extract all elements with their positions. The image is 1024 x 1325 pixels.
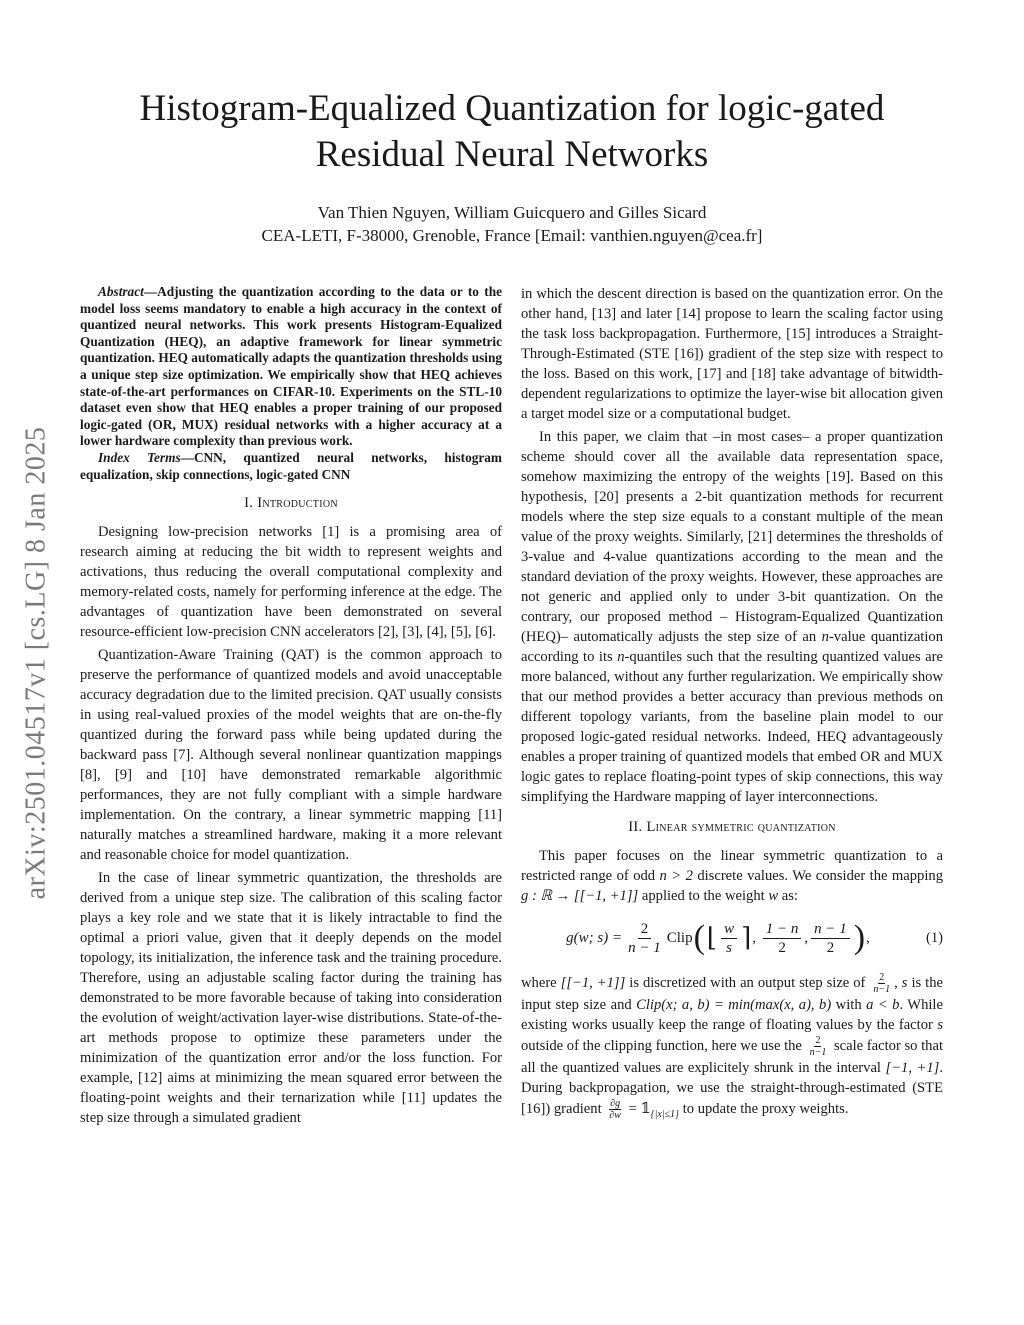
section-number: I. <box>244 495 254 512</box>
left-column <box>80 284 502 1128</box>
index-terms-paragraph <box>80 450 502 483</box>
equation-clip: Clip <box>666 930 693 946</box>
index-terms-label: Index Terms <box>98 449 181 465</box>
ceil-close: ⌉ <box>741 923 752 952</box>
text-run: to update the proxy weights. <box>679 1100 849 1117</box>
quantization-paragraph-1 <box>521 846 943 906</box>
intro-paragraph-2: Quantization-Aware Training (QAT) is the common approach to preserve the performance of quantized models and avoid unacceptable accuracy degradation due to the limited precision. QAT usually consists in using real-valued proxies of the model weights that are on-the-fly quantized during the forward pass while being updated during the backward pass [7]. Although several nonlinear quantization mappings [8], [9] and [10] have demonstrated remarkable algorithmic performances, they are not fully compliant with a simple hardware implementation. On the contrary, a linear symmetric mapping [11] naturally matches a streamlined hardware, making it a more relevant and reasonable choice for model quantization. <box>80 647 502 864</box>
paren-close: ) <box>853 919 866 956</box>
text-run: is discretized with an output step size of <box>625 974 870 991</box>
inline-fraction <box>608 1098 622 1121</box>
intro-paragraph-4 <box>521 427 943 807</box>
author-block <box>80 201 944 247</box>
math-inline: w <box>768 888 779 904</box>
text-run: outside of the clipping function, here we use the <box>521 1037 806 1054</box>
arxiv-sidebar-stamp <box>14 368 58 958</box>
section-heading-introduction <box>80 493 502 513</box>
comma: , <box>752 930 760 946</box>
text-run: This paper focuses on the linear symmetric quantization to a restricted range of odd <box>521 848 943 884</box>
fraction-numerator: 2 <box>879 972 885 983</box>
text-run: applied to the weight <box>638 888 769 904</box>
math-inline: s <box>937 1017 943 1033</box>
fraction-denominator: ∂w <box>609 1110 621 1121</box>
math-inline: n > 2 <box>659 868 693 884</box>
equation-body <box>521 920 915 957</box>
index-terms-text: —CNN, quantized neural networks, histogram equalization, skip connections, logic-gated CNN <box>80 449 502 482</box>
math-inline: a < b <box>866 997 900 1013</box>
math-n: n <box>617 649 625 665</box>
equation-lhs: g(w; s) = <box>566 930 623 946</box>
abstract-paragraph <box>80 284 502 450</box>
paper-title <box>80 86 944 178</box>
fraction-numerator: 2 <box>815 1035 821 1046</box>
inline-fraction <box>809 1035 828 1058</box>
text-run: . While existing works usually keep the range of floating values by the factor <box>521 997 943 1033</box>
text-run: with <box>831 997 867 1013</box>
inline-fraction <box>872 972 891 995</box>
fraction-numerator: ∂g <box>610 1098 621 1109</box>
intro-paragraph-3-continued: in which the descent direction is based on the quantization error. On the other hand, [13] and later [14] propose to learn the scaling factor using the task loss backpropagation. Furthermore, [15] introduces a Straight-Through-Estimated (STE [16]) gradient of the step size with respect to the loss. Based on this work, [17] and [18] take advantage of bitwidth-dependent regularizations to optimize the layer-wise bit allocation given a target model size or a computational budget. <box>521 286 943 422</box>
section-heading-linear-quantization <box>521 817 943 837</box>
math-inline: [−1, +1] <box>885 1060 940 1076</box>
abstract-label: Abstract <box>98 284 144 299</box>
math-inline: [[−1, +1]] <box>560 974 626 991</box>
text-run: , <box>894 974 902 991</box>
paper-title-line2: Residual Neural Networks <box>315 134 709 175</box>
text-run: . During backpropagation, we use the straight-through-estimated (STE [16]) gradient <box>521 1060 943 1117</box>
comma: , <box>804 930 809 946</box>
equation-fraction-upper <box>811 920 850 957</box>
section-title: Linear symmetric quantization <box>646 819 836 835</box>
fraction-denominator: n−1 <box>873 984 891 995</box>
fraction-numerator: 1 − n <box>763 920 802 939</box>
fraction-numerator: w <box>721 920 737 939</box>
fraction-denominator: n−1 <box>809 1047 827 1058</box>
text-run: as: <box>778 888 798 904</box>
text-run: scale factor so that all the quantized values are explicitely shrunk in the interval <box>521 1037 944 1076</box>
fraction-numerator: 2 <box>638 920 652 939</box>
comma: , <box>866 930 870 946</box>
text-run: In this paper, we claim that –in most cases– a proper quantization scheme should cover all the available data representation space, somehow maximizing the entropy of the weights [19]. Based on this hypothesis, [20] presents a 2-bit quantization methods for recurrent models where the step size equals to a constant multiple of the mean value of the proxy weights. Similarly, [21] determines the thresholds of 3-value and 4-value quantizations according to the mean and the standard deviation of the proxy weights. However, these approaches are not generic and applied only to under 3-bit quantization. On the contrary, our proposed method – Histogram-Equalized Quantization (HEQ)– automatically adjusts the step size of an <box>521 429 943 645</box>
intro-paragraph-3: In the case of linear symmetric quantization, the thresholds are derived from a unique step size. The calibration of this scaling factor plays a key role and we state that it is likely intractable to find the optimal a priori value, given that it deeply depends on the model topology, its initialization, the inference task and the training procedure. Therefore, using an adjustable scaling factor during the training has demonstrated to be more favorable because of taking into consideration the evolution of weight/activation layer-wise distributions. State-of-the-art methods propose to optimize these parameters under the minimization of the quantization error and/or the loss function. For example, [12] aims at minimizing the mean squared error between the floating-point weights and their ternarization while [11] updates the step size through a simulated gradient <box>80 870 502 1127</box>
equation-fraction-scale <box>625 920 664 957</box>
math-n: n <box>821 629 829 645</box>
fraction-denominator: n − 1 <box>628 939 661 956</box>
abstract-text: —Adjusting the quantization according to the data or to the model loss seems mandatory to enable a high accuracy in the context of quantized neural networks. This work presents Histogram-Equalized Quantization (HEQ), an adaptive framework for linear symmetric quantization. HEQ automatically adapts the quantization thresholds using a unique step size optimization. We empirically show that HEQ achieves state-of-the-art performances on CIFAR-10. Experiments on the STL-10 dataset even show that HEQ enables a proper training of our proposed logic-gated (OR, MUX) residual networks with a higher accuracy at a lower hardware complexity than previous work. <box>80 284 502 449</box>
fraction-denominator: 2 <box>826 939 835 956</box>
text-run: where <box>521 974 561 991</box>
equation-number: (1) <box>925 930 943 946</box>
paper-title-line1: Histogram-Equalized Quantization for logic-gated <box>139 88 885 129</box>
equation-1 <box>521 912 943 964</box>
text-run: discrete values. We consider the mapping <box>692 868 944 884</box>
right-column <box>521 284 943 1125</box>
intro-paragraph-1: Designing low-precision networks [1] is a promising area of research aiming at reducing the bit width to represent weights and activations, thus reducing the overall computational complexity and memory-related costs, namely for performing inference at the edge. The advantages of quantization have been demonstrated on several resource-efficient low-precision CNN accelerators [2], [3], [4], [5], [6]. <box>80 524 502 641</box>
paren-open: ( <box>693 919 705 956</box>
section-title: Introduction <box>257 495 338 512</box>
equation-fraction-ws <box>721 920 737 957</box>
math-subscript: {|x|≤1} <box>650 1108 680 1120</box>
author-affiliation: CEA-LETI, F-38000, Grenoble, France [Email: vanthien.nguyen@cea.fr] <box>261 226 763 245</box>
text-run: -value quantization according to its <box>521 629 943 665</box>
author-names: Van Thien Nguyen, William Guicquero and Gilles Sicard <box>317 203 707 222</box>
section-number: II. <box>628 819 643 835</box>
quantization-paragraph-2 <box>521 972 943 1125</box>
math-inline: Clip(x; a, b) = min(max(x, a), b) <box>636 997 832 1013</box>
fraction-numerator: n − 1 <box>811 920 850 939</box>
math-inline: g : ℝ → [[−1, +1]] <box>521 888 639 904</box>
equation-fraction-lower <box>763 920 802 957</box>
math-inline: s <box>901 974 908 991</box>
floor-open: ⌊ <box>706 923 718 952</box>
fraction-denominator: s <box>726 939 732 956</box>
math-inline: = 𝟙 <box>624 1100 651 1117</box>
arxiv-identifier: arXiv:2501.04517v1 [cs.LG] 8 Jan 2025 <box>20 426 51 900</box>
fraction-denominator: 2 <box>778 939 786 956</box>
text-run: is the input step size and <box>521 974 943 1013</box>
text-run: -quantiles such that the resulting quantized values are more balanced, without any further regularization. We empirically show that our method provides a better accuracy than previous methods on different topology variants, from the baseline plain model to our proposed logic-gated residual networks. Indeed, HEQ advantageously enables a proper training of quantized models that embed OR and MUX logic gates to replace floating-point types of skip connections, this way simplifying the Hardware mapping of layer interconnections. <box>521 649 944 805</box>
